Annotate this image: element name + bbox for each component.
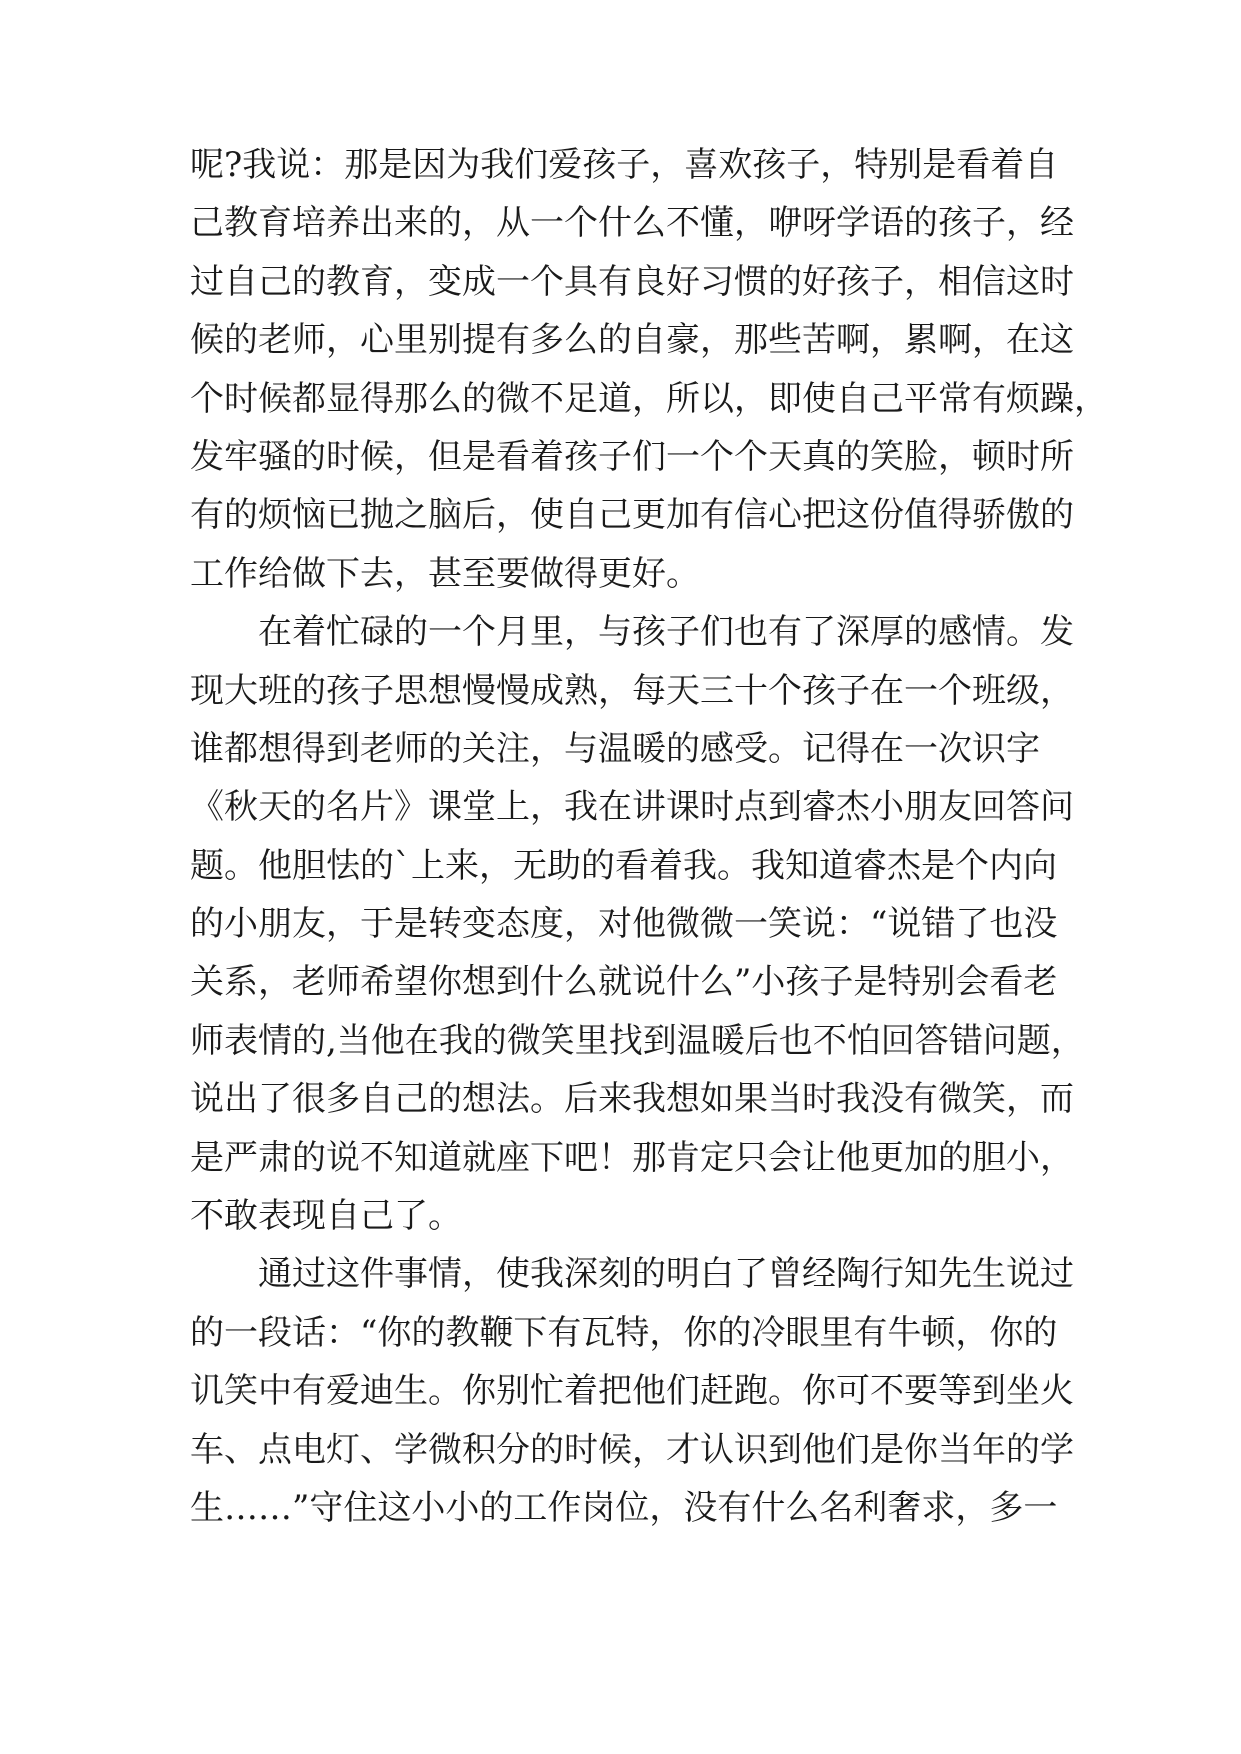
text-line: 呢?我说：那是因为我们爱孩子，喜欢孩子，特别是看着自 — [190, 145, 1059, 185]
text-line: 谁都想得到老师的关注，与温暖的感受。记得在一次识字 — [190, 728, 1040, 769]
text-line: 车、点电灯、学微积分的时候，才认识到他们是你当年的学 — [190, 1429, 1074, 1470]
text-line: 不敢表现自己了。 — [190, 1196, 462, 1237]
text-line: 说出了很多自己的想法。后来我想如果当时我没有微笑，而 — [190, 1079, 1074, 1120]
body-text — [190, 136, 1108, 1537]
text-line: 题。他胆怯的`上来，无助的看着我。我知道睿杰是个内向 — [190, 845, 1057, 886]
text-line: 《秋天的名片》课堂上，我在讲课时点到睿杰小朋友回答问 — [190, 787, 1074, 828]
text-line: 过自己的教育，变成一个具有良好习惯的好孩子，相信这时 — [190, 261, 1074, 302]
text-line: 是严肃的说不知道就座下吧！那肯定只会让他更加的胆小， — [190, 1137, 1074, 1178]
text-line: 生……”守住这小小的工作岗位，没有什么名利奢求，多一 — [190, 1487, 1058, 1528]
paragraph-first-line: 在着忙碌的一个月里，与孩子们也有了深厚的感情。发 — [258, 612, 1074, 653]
text-line: 候的老师，心里别提有多么的自豪，那些苦啊，累啊，在这 — [190, 320, 1074, 361]
text-line: 关系，老师希望你想到什么就说什么”小孩子是特别会看老 — [190, 962, 1058, 1003]
text-line: 现大班的孩子思想慢慢成熟，每天三十个孩子在一个班级， — [190, 670, 1074, 711]
text-line: 个时候都显得那么的微不足道，所以，即使自己平常有烦躁， — [190, 378, 1108, 419]
text-line: 有的烦恼已抛之脑后，使自己更加有信心把这份值得骄傲的 — [190, 495, 1074, 536]
text-line: 发牢骚的时候，但是看着孩子们一个个天真的笑脸，顿时所 — [190, 436, 1074, 477]
text-line: 的小朋友，于是转变态度，对他微微一笑说：“说错了也没 — [190, 904, 1058, 945]
text-line: 师表情的,当他在我的微笑里找到温暖后也不怕回答错问题， — [190, 1020, 1085, 1061]
paragraph-first-line: 通过这件事情，使我深刻的明白了曾经陶行知先生说过 — [258, 1254, 1074, 1295]
text-line: 工作给做下去，甚至要做得更好。 — [190, 553, 700, 594]
text-line: 的一段话：“你的教鞭下有瓦特，你的冷眼里有牛顿，你的 — [190, 1312, 1058, 1353]
text-line: 讥笑中有爱迪生。你别忙着把他们赶跑。你可不要等到坐火 — [190, 1371, 1074, 1412]
text-line: 己教育培养出来的，从一个什么不懂，咿呀学语的孩子，经 — [190, 203, 1074, 244]
